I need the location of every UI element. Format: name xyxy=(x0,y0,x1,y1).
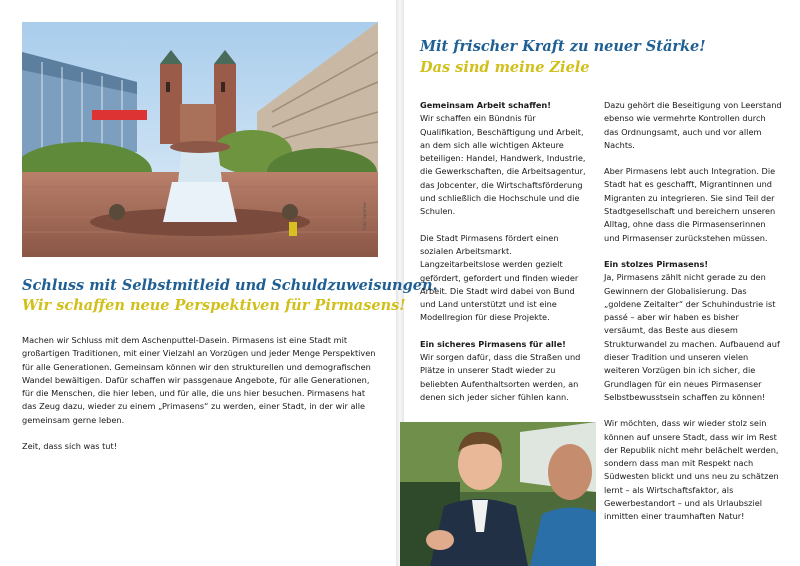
fountain-photo xyxy=(22,22,378,257)
men-photo xyxy=(400,422,596,566)
right-headline-2: Das sind meine Ziele xyxy=(420,59,590,76)
photo-credit: Foto: Sparrow xyxy=(362,202,367,230)
right-column-a xyxy=(420,99,592,417)
left-paragraph-2: Zeit, dass sich was tut! xyxy=(22,441,117,452)
right-column-b xyxy=(604,99,782,537)
section-heading-arbeit: Gemeinsam Arbeit schaffen! xyxy=(420,100,551,110)
right-headline-1: Mit frischer Kraft zu neuer Stärke! xyxy=(420,38,706,55)
left-headline-1: Schluss mit Selbstmitleid und Schuldzuweisungen. xyxy=(22,277,438,294)
section-heading-stolz: Ein stolzes Pirmasens! xyxy=(604,258,709,269)
section-heading-sicher: Ein sicheres Pirmasens für alle! xyxy=(420,338,566,349)
paragraph-leerstand: Dazu gehört die Beseitigung von Leerstand ebenso wie vermehrte Kontrollen durch das Ordnungsamt, auch und vor allem Nachts. xyxy=(604,100,782,150)
paragraph-sicher: Wir sorgen dafür, dass die Straßen und Plätze in unserer Stadt wieder zu beliebten Aufenthaltsorten werden, an denen sich jeder sicher fühlen kann. xyxy=(420,352,581,402)
paragraph-arbeit-2: Die Stadt Pirmasens fördert einen sozialen Arbeitsmarkt. Langzeitarbeitslose werden gezielt gefördert, gefordert und finden wieder Arbeit. Die Stadt wird dabei von Bund und Land unterstützt und ist eine Modellregion für diese Projekte. xyxy=(420,232,579,323)
paragraph-arbeit-1: Wir schaffen ein Bündnis für Qualifikation, Beschäftigung und Arbeit, an dem sich alle wichtigen Akteure beteiligen: Handel, Handwerk, Industrie, die Gewerkschaften, die Arbeitsagentur, das Jobcenter, die Wirtschaftsförderung und schließlich die Hochschule und die Schulen. xyxy=(420,113,586,217)
paragraph-respekt: Wir möchten, dass wir wieder stolz sein können auf unsere Stadt, dass wir im Rest der Republik nicht mehr belächelt werden, sondern dass man mit Respekt nach Südwesten blickt und uns neu zu schätzen lernt – als Wirtschaftsfaktor, als Gewerbestandort – und als Urlaubsziel inmitten einer traumhaften Natur! xyxy=(604,418,779,522)
left-paragraph-1: Machen wir Schluss mit dem Aschenputtel-Dasein. Pirmasens ist eine Stadt mit großartigen Traditionen, mit einer Vielzahl an Vorzügen und jeder Menge Perspektiven für alle Generationen. Gemeinsam können wir den strukturellen und demografischen Wandel bewältigen. Dafür schaffen wir passgenaue Angebote, für alle Generationen, für die Menschen, die hier leben, und für alle, die uns hier besuchen. Pirmasens hat das Zeug dazu, wieder zu einem „Primasens“ zu werden, einer Stadt, in der wir alle gemeinsam gerne leben. xyxy=(22,335,376,425)
left-headline-2: Wir schaffen neue Perspektiven für Pirmasens! xyxy=(22,297,406,314)
left-body-text xyxy=(22,334,382,466)
paragraph-stolz: Ja, Pirmasens zählt nicht gerade zu den Gewinnern der Globalisierung. Das „goldene Zeitalter“ der Schuhindustrie ist passé – aber wir haben es bisher versäumt, das Beste aus diesem Strukturwandel zu machen. Aufbauend auf dieser Tradition und unseren vielen weiteren Vorzügen bin ich sicher, die Grundlagen für ein neues Pirmasenser Selbstbewusstsein schaffen zu können! xyxy=(604,272,780,402)
paragraph-integration: Aber Pirmasens lebt auch Integration. Die Stadt hat es geschafft, Migrantinnen und Migranten zu integrieren. Sie sind Teil der Stadtgesellschaft und bereichern unseren Alltag, ohne dass die Pirmasenserinnen und Pirmasenser zurückstehen müssen. xyxy=(604,166,776,243)
